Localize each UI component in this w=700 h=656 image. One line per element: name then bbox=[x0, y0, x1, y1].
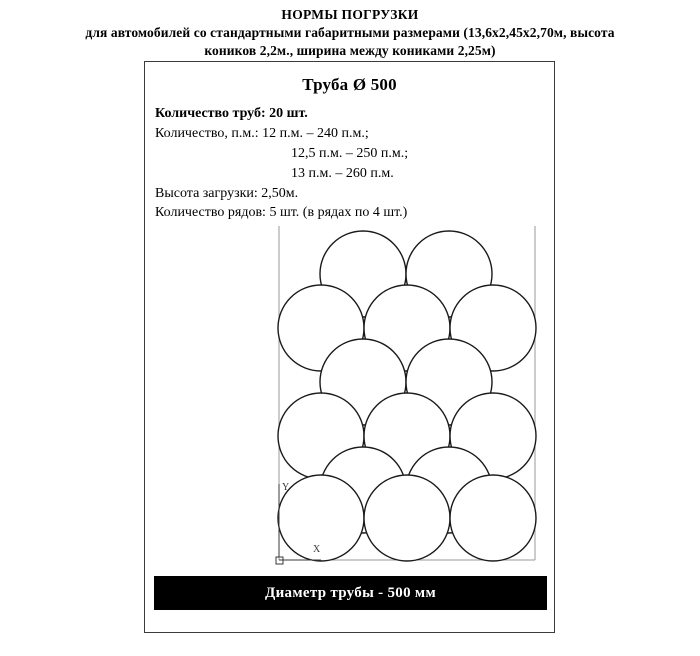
page-subtitle-line-2: коников 2,2м., ширина между кониками 2,25м) bbox=[204, 43, 496, 59]
x-axis-label: X bbox=[313, 544, 321, 555]
pipe-stacking-diagram bbox=[145, 222, 556, 572]
page-header bbox=[0, 0, 700, 61]
pipe-diagram-svg bbox=[145, 222, 556, 572]
spec-label: Количество, п.м.: bbox=[155, 125, 259, 141]
spec-value: 2,50м. bbox=[261, 185, 299, 201]
diameter-banner-text: Диаметр трубы - 500 мм bbox=[265, 584, 436, 601]
spec-list bbox=[145, 104, 554, 223]
pipe-circle bbox=[450, 475, 536, 561]
spec-value: 13 п.м. – 260 п.м. bbox=[291, 165, 394, 181]
spec-value: 12,5 п.м. – 250 п.м.; bbox=[291, 145, 409, 161]
spec-row bbox=[155, 164, 554, 184]
spec-row bbox=[155, 144, 554, 164]
spec-row bbox=[155, 184, 554, 204]
spec-value: 12 п.м. – 240 п.м.; bbox=[262, 125, 369, 141]
pipe-circle bbox=[364, 475, 450, 561]
y-axis-label: Y bbox=[282, 482, 290, 493]
spec-label: Высота загрузки: bbox=[155, 185, 258, 201]
spec-row bbox=[155, 124, 554, 144]
page-title: НОРМЫ ПОГРУЗКИ bbox=[281, 7, 419, 22]
spec-value: 20 шт. bbox=[269, 106, 308, 121]
spec-label: Количество труб: bbox=[155, 106, 266, 121]
spec-label: Количество рядов: bbox=[155, 205, 266, 221]
spec-row bbox=[155, 104, 554, 124]
pipe-circles bbox=[278, 231, 536, 561]
loading-norms-card bbox=[144, 61, 555, 633]
spec-value: 5 шт. (в рядах по 4 шт.) bbox=[269, 205, 408, 221]
diameter-banner bbox=[154, 576, 547, 610]
spec-row bbox=[155, 203, 554, 223]
card-title: Труба Ø 500 bbox=[302, 75, 397, 94]
pipe-circle bbox=[278, 475, 364, 561]
page-subtitle-line-1: для автомобилей со стандартными габаритными размерами (13,6х2,45х2,70м, высота bbox=[85, 25, 615, 41]
